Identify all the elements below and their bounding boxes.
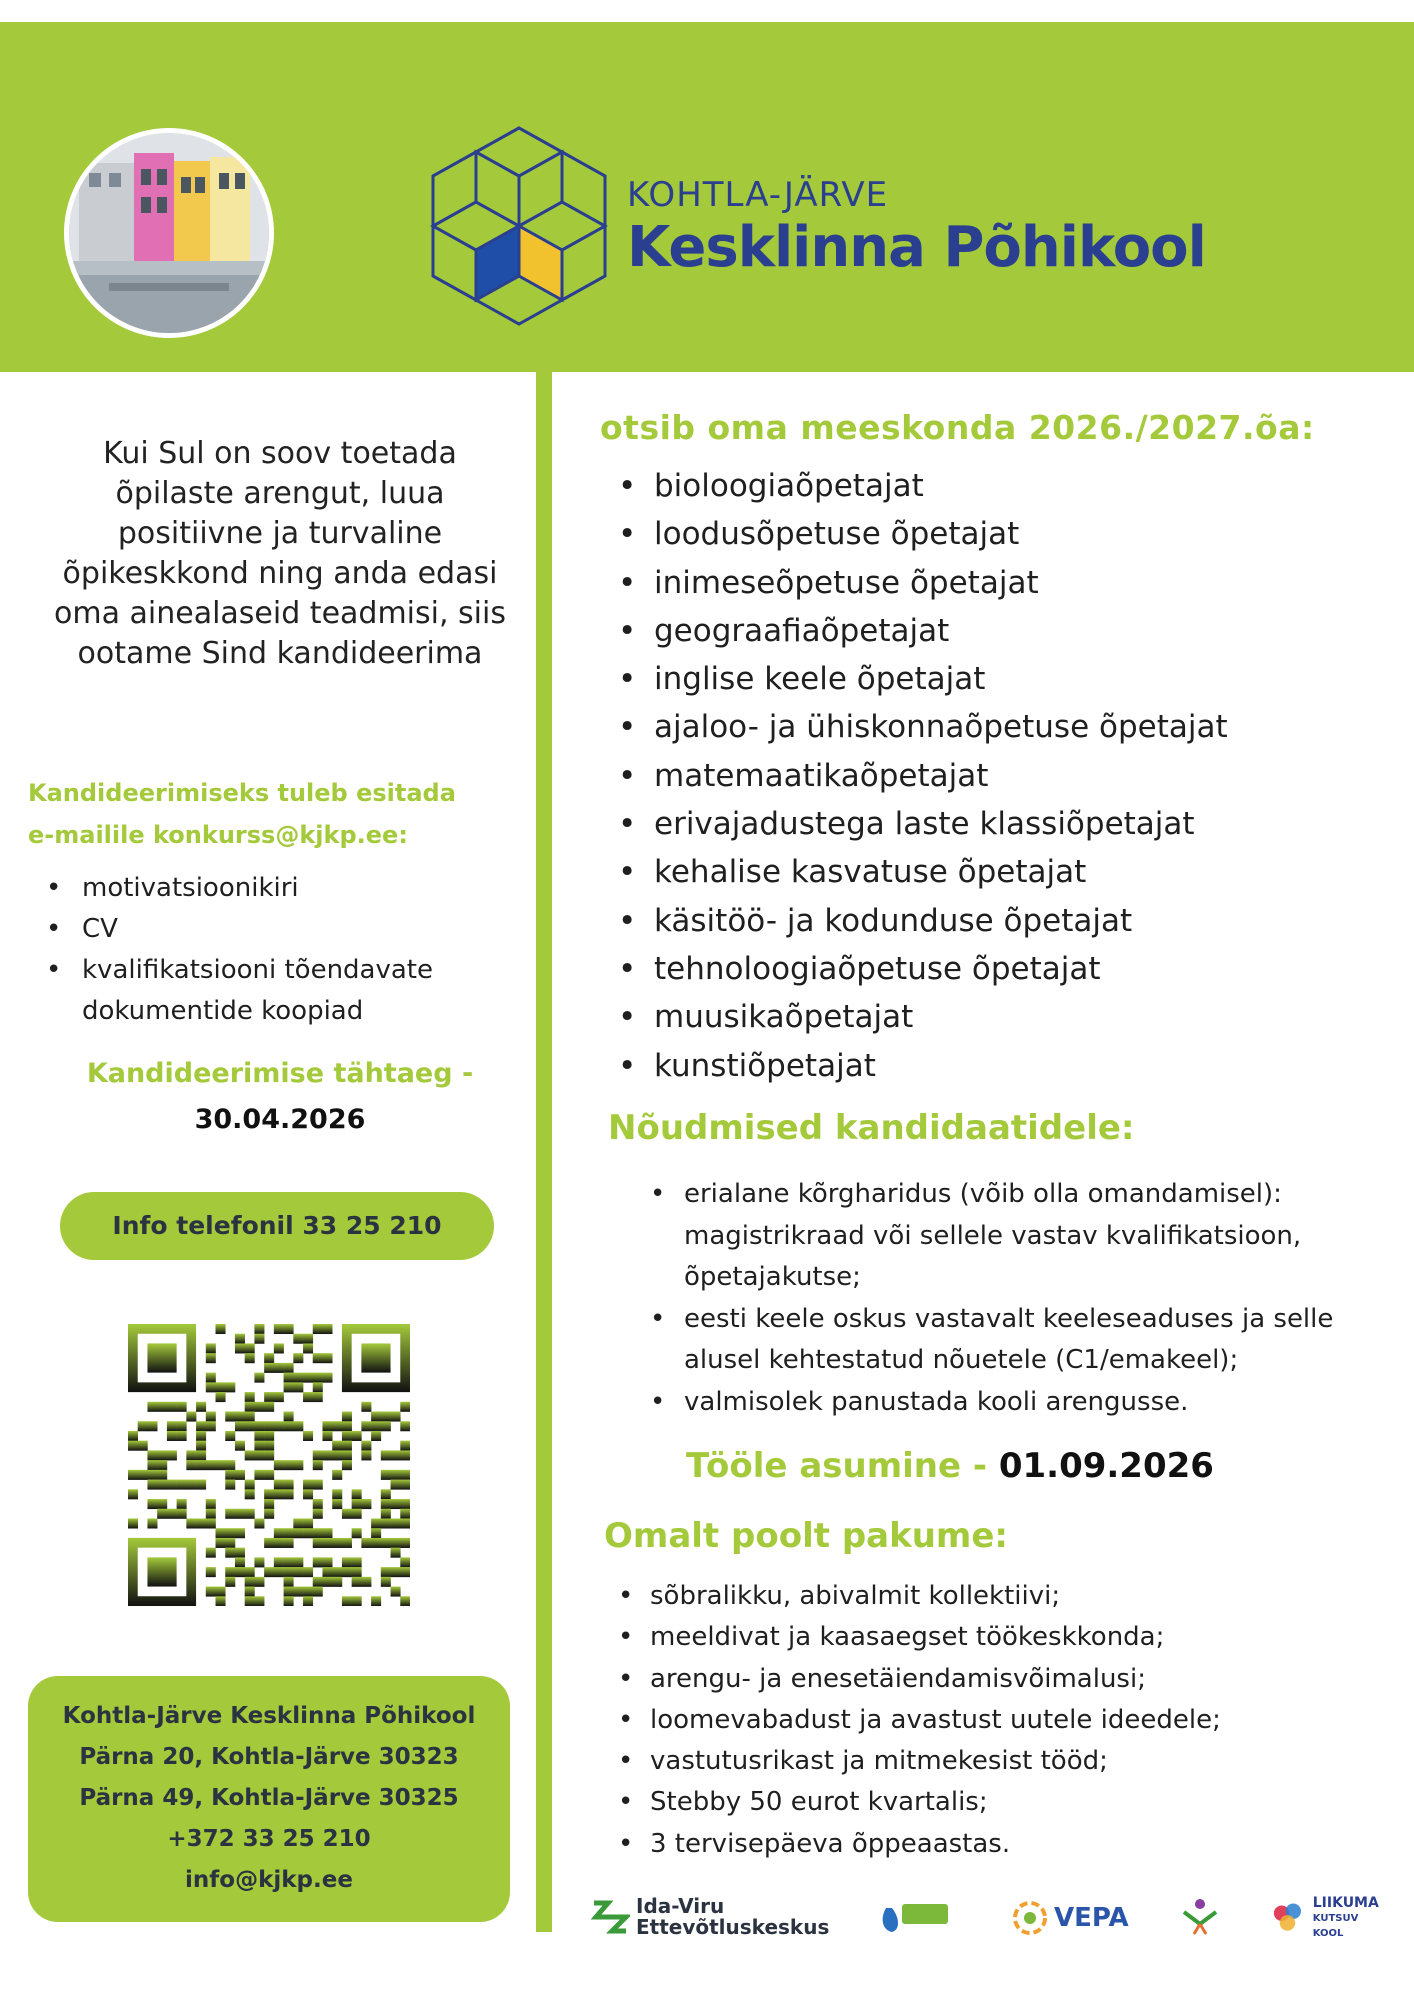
start-label: Tööle asumine - [686, 1446, 999, 1486]
offer-item: • arengu- ja enesetäiendamisvõimalusi; [618, 1659, 1378, 1700]
requirements-list [648, 1174, 1388, 1423]
liikuma-line2: KUTSUV KOOL [1312, 1913, 1359, 1939]
offer-item: • Stebby 50 eurot kvartalis; [618, 1782, 1378, 1823]
liikuma-icon [1270, 1899, 1309, 1939]
vepa-logo [1010, 1898, 1129, 1938]
position-item: • bioloogiaõpetajat [618, 462, 1378, 510]
list-item: • kvalifikatsiooni tõendavate dokumentide koopiad [42, 950, 502, 1032]
position-item: • matemaatikaõpetajat [618, 752, 1378, 800]
header-banner [0, 22, 1414, 372]
ida-viru-logo [590, 1896, 829, 1938]
info-phone-badge: Info telefonil 33 25 210 [60, 1192, 494, 1260]
offer-item: • vastutusrikast ja mitmekesist tööd; [618, 1741, 1378, 1782]
position-item: • käsitöö- ja kodunduse õpetajat [618, 897, 1378, 945]
list-item: • motivatsioonikiri [42, 868, 502, 909]
requirement-item: • valmisolek panustada kooli arengusse. [648, 1382, 1388, 1424]
ida-viru-line2: Ettevõtluskeskus [636, 1915, 830, 1939]
liikuma-line1: LIIKUMA [1312, 1895, 1379, 1911]
start-date-line [600, 1446, 1300, 1486]
positions-title: otsib oma meeskonda 2026./2027.õa: [600, 408, 1315, 447]
vepa-icon [1010, 1898, 1050, 1938]
apply-documents-list [42, 868, 502, 1032]
offer-title: Omalt poolt pakume: [604, 1516, 1008, 1556]
apply-title-line2: e-mailile konkurss@kjkp.ee: [28, 821, 408, 849]
offer-item: • meeldivat ja kaasaegset töökeskkonda; [618, 1617, 1378, 1658]
offer-item: • 3 tervisepäeva õppeaastas. [618, 1824, 1378, 1865]
position-item: • kunstiõpetajat [618, 1042, 1378, 1090]
contact-email[interactable]: info@kjkp.ee [185, 1867, 353, 1893]
offer-list [618, 1576, 1378, 1865]
position-item: • tehnoloogiaõpetuse õpetajat [618, 945, 1378, 993]
requirements-title: Nõudmised kandidaatidele: [608, 1108, 1135, 1148]
school-name-line1: KOHTLA-JÄRVE [627, 175, 889, 215]
position-item: • inimeseõpetuse õpetajat [618, 559, 1378, 607]
position-item: • ajaloo- ja ühiskonnaõpetuse õpetajat [618, 703, 1378, 751]
position-item: • kehalise kasvatuse õpetajat [618, 848, 1378, 896]
start-date: 01.09.2026 [998, 1446, 1214, 1486]
position-item: • erivajadustega laste klassiõpetajat [618, 800, 1378, 848]
intro-text: Kui Sul on soov toetada õpilaste arengut, luua positiivne ja turvaline õpikeskkond ning anda edasi oma ainealaseid teadmisi, siis ootame Sind kandideerima [54, 436, 506, 671]
positions-list [618, 462, 1378, 1090]
deadline-date: 30.04.2026 [194, 1104, 366, 1135]
contact-phone[interactable]: +372 33 25 210 [167, 1826, 371, 1852]
requirement-item: • eesti keele oskus vastavalt keeleseaduses ja selle alusel kehtestatud nõuetele (C1/emakeel); [648, 1299, 1388, 1382]
position-item: • muusikaõpetajat [618, 993, 1378, 1041]
deadline-label: Kandideerimise tähtaeg - [86, 1058, 474, 1089]
offer-item: • loomevabadust ja avastust uutele ideedele; [618, 1700, 1378, 1741]
contact-address-1: Pärna 20, Kohtla-Järve 30323 [79, 1744, 459, 1770]
contact-school-name: Kohtla-Järve Kesklinna Põhikool [62, 1703, 476, 1729]
liikuma-kutsuv-kool-logo [1270, 1896, 1390, 1941]
qr-code-icon[interactable] [128, 1324, 410, 1610]
school-logo-icon [430, 126, 608, 330]
school-building-photo [64, 128, 274, 338]
ida-viru-icon [590, 1897, 630, 1937]
contact-card [28, 1676, 510, 1922]
viru-figure-logo-icon [1178, 1896, 1222, 1940]
vepa-label: VEPA [1054, 1903, 1129, 1933]
offer-item: • sõbralikku, abivalmit kollektiivi; [618, 1576, 1378, 1617]
apply-instructions [28, 772, 528, 856]
position-item: • loodusõpetuse õpetajat [618, 510, 1378, 558]
requirement-item: • erialane kõrgharidus (võib olla omandamisel): magistrikraad või sellele vastav kvalifikatsioon, õpetajakutse; [648, 1174, 1388, 1299]
position-item: • inglise keele õpetajat [618, 655, 1378, 703]
partner-logos [590, 1896, 1390, 1956]
school-name-line2: Kesklinna Põhikool [627, 215, 1206, 280]
column-divider [536, 372, 552, 1932]
ida-viru-line1: Ida-Viru [636, 1894, 725, 1918]
contact-address-2: Pärna 49, Kohtla-Järve 30325 [79, 1785, 459, 1811]
position-item: • geograafiaõpetajat [618, 607, 1378, 655]
healthy-school-logo-icon [878, 1898, 952, 1942]
list-item: • CV [42, 909, 502, 950]
apply-title-line1: Kandideerimiseks tuleb esitada [28, 779, 456, 807]
